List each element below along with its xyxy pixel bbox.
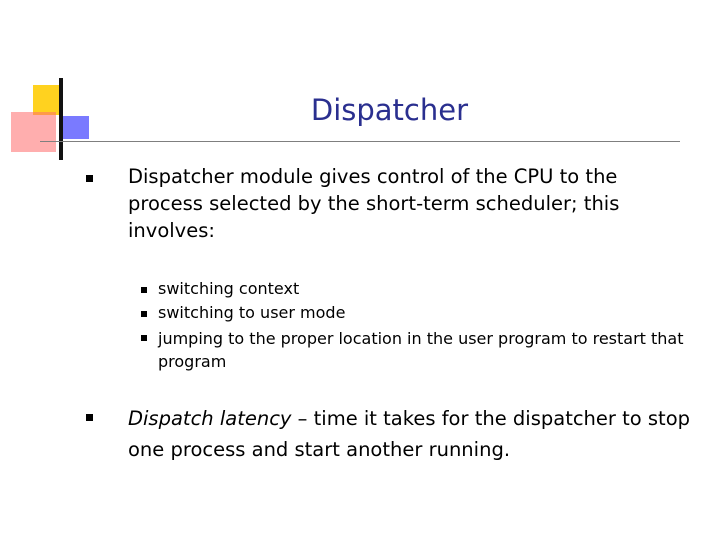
dispatch-latency-definition: – time it takes for the dispatcher to stop one process and start another running.	[128, 407, 691, 461]
sub-bullet-1-text: switching context	[158, 279, 300, 298]
slide-title: Dispatcher	[310, 93, 468, 127]
bullet-marker	[86, 414, 93, 421]
bullet-2-text	[128, 403, 708, 465]
sub-bullet-2-text: switching to user mode	[158, 303, 346, 322]
sub-bullet-marker	[141, 311, 147, 317]
sub-bullet-marker	[141, 335, 147, 341]
title-underline	[40, 141, 680, 142]
bullet-1-text: Dispatcher module gives control of the CPU to the process selected by the short-term scheduler; this involves:	[128, 165, 620, 242]
dispatch-latency-term: Dispatch latency	[128, 407, 292, 430]
bullet-marker	[86, 175, 93, 182]
sub-bullet-marker	[141, 287, 147, 293]
sub-bullet-3-text: jumping to the proper location in the user program to restart that program	[158, 329, 684, 371]
